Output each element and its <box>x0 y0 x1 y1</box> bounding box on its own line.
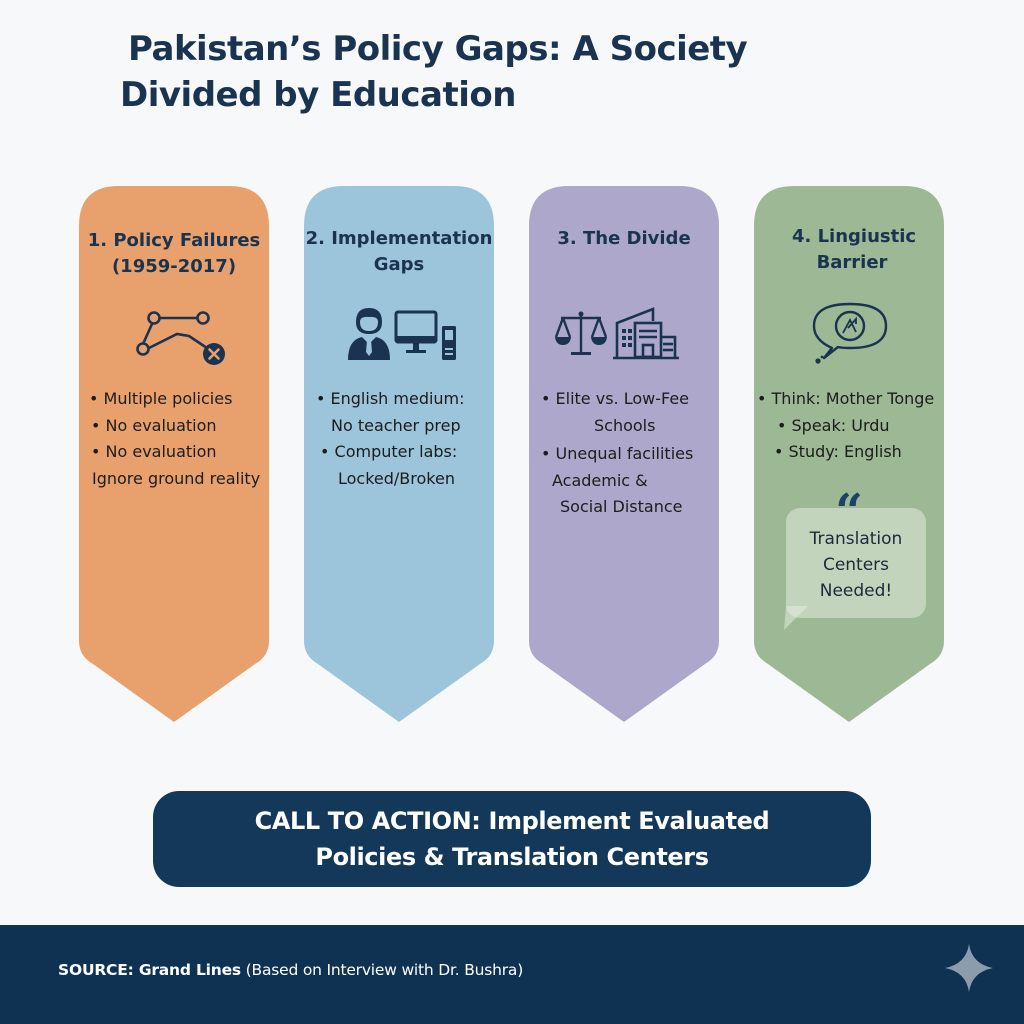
card-the-divide <box>529 186 719 722</box>
card-policy-failures <box>79 186 269 722</box>
scales-building-icon <box>553 301 693 361</box>
card-linguistic-barrier <box>754 186 944 722</box>
page-title <box>120 26 840 118</box>
card-title: 4. Lingiustic Barrier <box>791 226 917 273</box>
title-line-2: Divided by Education <box>120 75 516 115</box>
bullet-list: • Multiple policies • No evaluation • No evaluation Ignore ground reality <box>89 389 261 488</box>
source-label: SOURCE: Grand Lines <box>58 961 241 979</box>
bullet-list: • Elite vs. Low-Fee Schools • Unequal facilities Academic & Social Distance <box>541 389 694 516</box>
card-title: 2. Implementation Gaps <box>305 228 493 275</box>
quote-text: Translation Centers Needed! <box>809 529 903 601</box>
title-line-1: Pakistan’s Policy Gaps: A Society <box>128 29 748 69</box>
speech-bubble-language-icon <box>812 296 892 366</box>
call-to-action-banner <box>153 791 871 887</box>
cta-line-2: Policies & Translation Centers <box>315 843 709 871</box>
footer-bar <box>0 925 1024 1024</box>
quote-callout-tail <box>780 606 810 632</box>
source-detail: (Based on Interview with Dr. Bushra) <box>240 961 524 979</box>
card-title: 1. Policy Failures (1959-2017) <box>87 230 261 277</box>
source-credit <box>58 961 523 979</box>
quote-mark-icon: “ <box>835 484 863 540</box>
card-title: 3. The Divide <box>557 228 691 249</box>
broken-network-x-icon <box>131 304 231 370</box>
card-implementation-gaps <box>304 186 494 722</box>
teacher-computer-icon <box>346 304 458 362</box>
bullet-list: • English medium: No teacher prep • Computer labs: Locked/Broken <box>316 389 465 488</box>
cta-line-1: CALL TO ACTION: Implement Evaluated <box>254 807 770 835</box>
bullet-list: • Think: Mother Tonge • Speak: Urdu • Study: English <box>757 389 935 461</box>
sparkle-icon <box>943 942 995 994</box>
